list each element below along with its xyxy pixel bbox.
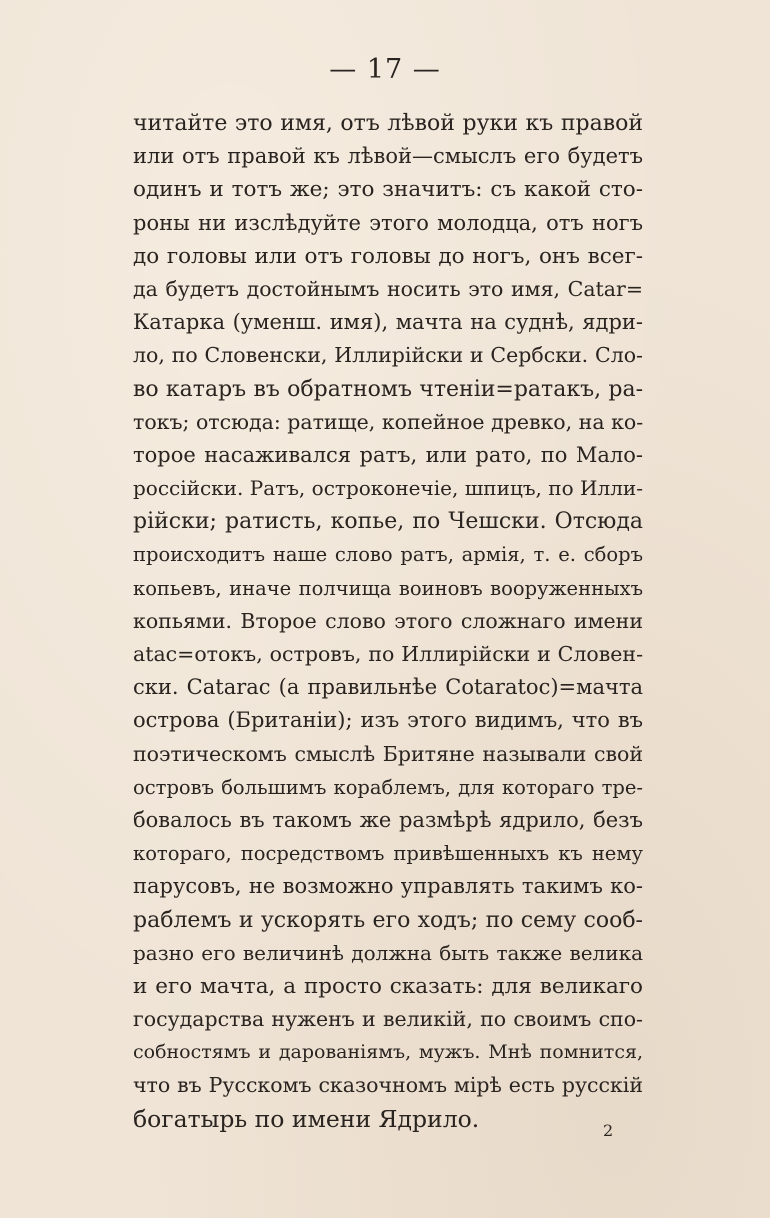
text-line: читайте это имя, отъ лѣвой руки къ правой — [133, 111, 643, 136]
text-line: ски. Catarac (а правильнѣе Cotaratoc)=мачта — [133, 675, 643, 700]
text-line: раблемъ и ускорять его ходъ; по сему сооб- — [133, 907, 643, 933]
text-line: бовалось въ такомъ же размѣрѣ ядрило, безъ — [133, 807, 643, 832]
text-line: токъ; отсюда: ратище, копейное древко, на ко- — [133, 409, 644, 434]
text-line: разно его величинѣ должна быть также велика — [133, 940, 643, 965]
text-line: роны ни изслѣдуйте этого молодца, отъ ногъ — [133, 210, 643, 235]
text-line: собностямъ и дарованіямъ, мужъ. Мнѣ помнится, — [133, 1041, 643, 1064]
signature-mark: 2 — [603, 1121, 614, 1140]
body-text — [133, 107, 643, 1136]
text-line: до головы или отъ головы до ногъ, онъ всег- — [133, 243, 643, 269]
text-line: atac=отокъ, островъ, по Иллирійски и Словен- — [133, 642, 643, 666]
text-line: поэтическомъ смыслѣ Бритяне называли свой — [133, 741, 643, 766]
text-line: богатырь по имени Ядрило. — [133, 1104, 480, 1133]
text-line: или отъ правой къ лѣвой—смыслъ его будетъ — [133, 144, 643, 169]
text-line: рійски; ратисть, копье, по Чешски. Отсюда — [133, 509, 643, 535]
text-line: парусовъ, не возможно управлять такимъ ко- — [133, 874, 643, 899]
text-line: острова (Британіи); изъ этого видимъ, что въ — [133, 708, 643, 733]
text-line: котораго, посредствомъ привѣшенныхъ къ нему — [133, 842, 643, 866]
text-line: что въ Русскомъ сказочномъ мірѣ есть русскій — [133, 1073, 643, 1098]
text-line: копьями. Второе слово этого сложнаго имени — [133, 608, 643, 633]
text-line: ло, по Словенски, Иллирійски и Сербски. Сло- — [133, 343, 643, 368]
text-line: и его мачта, а просто сказать: для великаго — [133, 973, 643, 999]
text-line: копьевъ, иначе полчища воиновъ вооруженныхъ — [133, 576, 643, 600]
text-line: россійски. Ратъ, остроконечіе, шпицъ, по Илли- — [133, 476, 643, 501]
text-line: Катарка (уменш. имя), мачта на суднѣ, ядри- — [133, 310, 643, 335]
text-line: торое насаживался ратъ, или рато, по Мало- — [133, 442, 643, 467]
text-line: государства нуженъ и великій, по своимъ спо- — [133, 1007, 643, 1032]
page-number: — 17 — — [329, 54, 441, 85]
text-line: островъ большимъ кораблемъ, для котораго тре- — [133, 775, 643, 799]
text-line: происходитъ наше слово ратъ, армія, т. е. сборъ — [133, 543, 643, 567]
text-line: да будетъ достойнымъ носить это имя, Catar= — [133, 276, 643, 301]
text-line: во катаръ въ обратномъ чтеніи=ратакъ, ра- — [133, 376, 643, 402]
text-line: одинъ и тотъ же; это значитъ: съ какой сто- — [133, 177, 643, 203]
